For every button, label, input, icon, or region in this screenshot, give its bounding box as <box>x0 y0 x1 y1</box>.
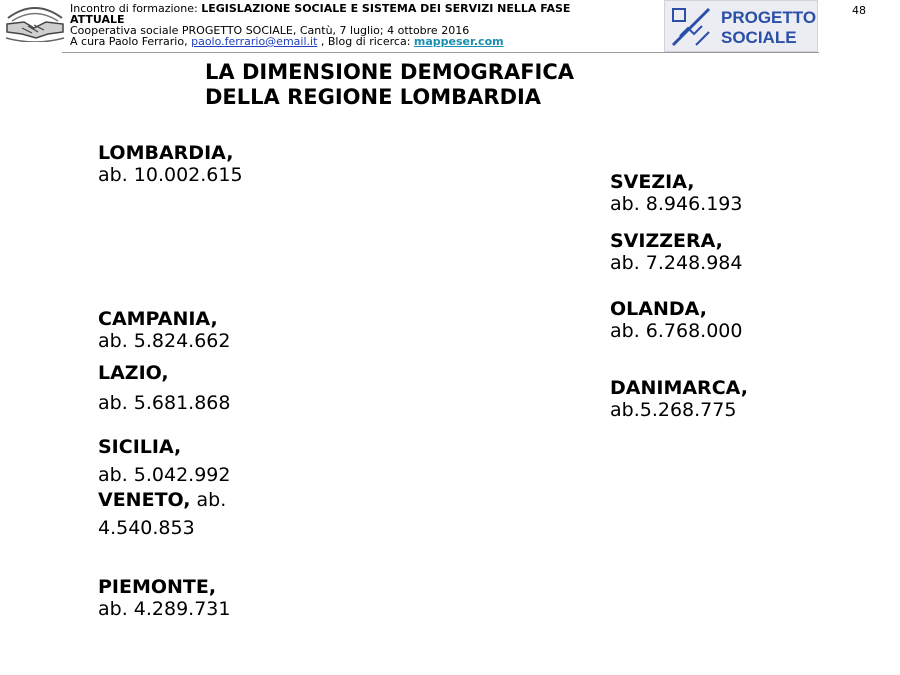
country-entry-olanda <box>610 298 742 342</box>
course-title: LEGISLAZIONE SOCIALE E SISTEMA DEI SERVIZI NELLA FASE <box>201 2 571 15</box>
country-population: ab. 8.946.193 <box>610 193 743 215</box>
title-line-2: DELLA REGIONE LOMBARDIA <box>205 85 542 109</box>
region-population: 4.540.853 <box>98 517 195 539</box>
country-entry-danimarca <box>610 377 748 421</box>
curator-line: A cura Paolo Ferrario, paolo.ferrario@email.it , Blog di ricerca: mappeser.com <box>70 35 504 48</box>
country-population: ab.5.268.775 <box>610 399 737 421</box>
country-entry-svizzera <box>610 230 742 274</box>
title-line-1: LA DIMENSIONE DEMOGRAFICA <box>205 60 575 84</box>
country-name: SVEZIA, <box>610 171 695 193</box>
blog-link[interactable]: mappeser.com <box>413 35 504 48</box>
region-name: SICILIA, <box>98 436 182 458</box>
progetto-sociale-mark-icon <box>670 6 712 48</box>
progetto-sociale-logo <box>664 0 818 52</box>
region-entry-campania <box>98 308 230 352</box>
region-entry-piemonte <box>98 576 230 620</box>
country-entry-svezia <box>610 171 742 215</box>
country-name: DANIMARCA, <box>610 377 748 399</box>
region-name: PIEMONTE, <box>98 576 217 598</box>
course-title-cont: ATTUALE <box>70 13 125 26</box>
country-name: SVIZZERA, <box>610 230 723 252</box>
region-entry-veneto <box>98 489 226 539</box>
region-entry-lombardia <box>98 142 243 186</box>
country-population: ab. 7.248.984 <box>610 252 743 274</box>
header-divider <box>62 52 819 53</box>
region-name: CAMPANIA, <box>98 308 218 330</box>
country-population: ab. 6.768.000 <box>610 320 743 342</box>
region-entry-sicilia <box>98 436 230 486</box>
brand-line-2: SOCIALE <box>721 28 797 47</box>
country-name: OLANDA, <box>610 298 707 320</box>
course-line: Incontro di formazione: LEGISLAZIONE SOCIALE E SISTEMA DEI SERVIZI NELLA FASE <box>70 2 571 15</box>
region-name: LOMBARDIA, <box>98 142 234 164</box>
region-entry-lazio <box>98 362 230 414</box>
region-population: ab. 5.824.662 <box>98 330 231 352</box>
region-population: ab. 5.042.992 <box>98 464 231 486</box>
region-population: ab. 4.289.731 <box>98 598 231 620</box>
region-population-prefix: ab. <box>190 489 227 511</box>
region-population: ab. 10.002.615 <box>98 164 243 186</box>
region-name: LAZIO, <box>98 362 169 384</box>
organizer-line: Cooperativa sociale PROGETTO SOCIALE, Cantù, 7 luglio; 4 ottobre 2016 <box>70 24 470 37</box>
email-link[interactable]: paolo.ferrario@email.it <box>191 35 318 48</box>
region-population: ab. 5.681.868 <box>98 392 231 414</box>
region-name: VENETO, <box>98 489 191 511</box>
handshake-logo-icon <box>4 2 66 42</box>
page-title <box>205 60 574 110</box>
slide-number: 48 <box>852 4 866 17</box>
header-info <box>70 3 630 47</box>
brand-line-1: PROGETTO <box>721 8 817 27</box>
